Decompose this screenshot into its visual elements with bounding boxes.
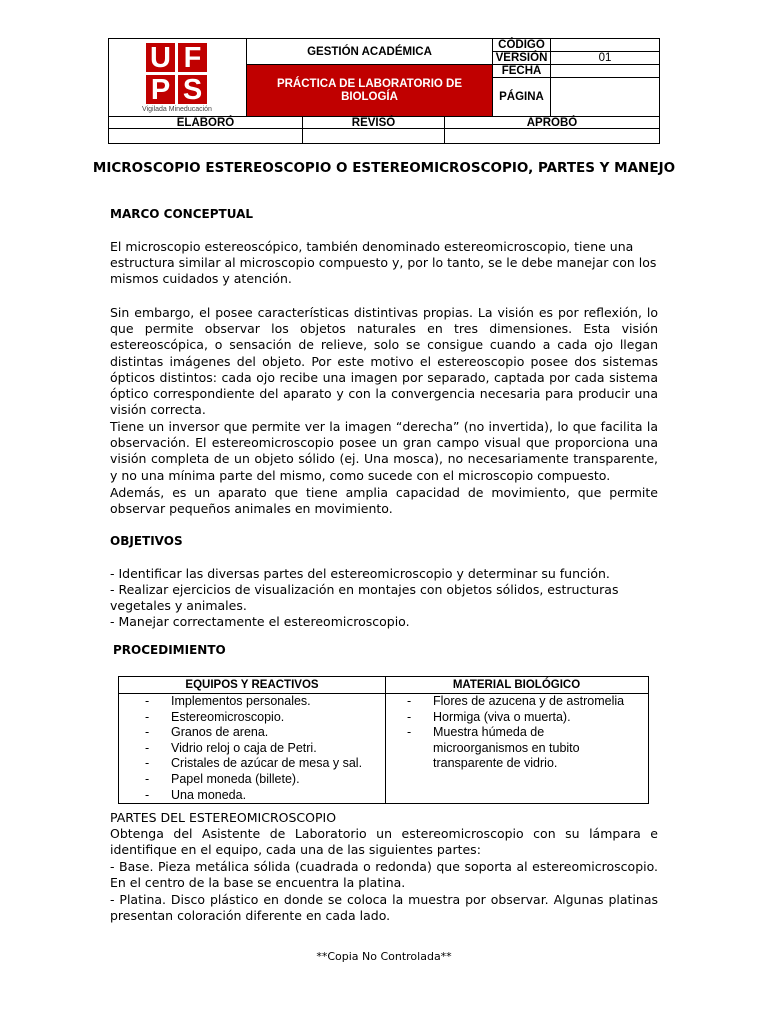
logo-letter-p: P (150, 74, 171, 106)
objetivos-heading: OBJETIVOS (110, 534, 183, 548)
elaboro-sign-cell (108, 128, 303, 144)
elaboro-label: ELABORÓ (176, 116, 235, 129)
list-item: - Hormiga (viva o muerta). (407, 709, 571, 724)
version-value: 01 (598, 52, 612, 64)
aprobo-sign-cell (444, 128, 660, 144)
objetivo-item: - Manejar correctamente el estereomicroscopio. (110, 614, 410, 629)
list-item: - Flores de azucena y de astromelia (407, 694, 625, 708)
equipos-header: EQUIPOS Y REACTIVOS (185, 679, 319, 691)
dept-label: GESTIÓN ACADÉMICA (307, 45, 432, 58)
marco-paragraph-2: Sin embargo, el posee características distintivas propias. La visión es por reflexión, lo que permite observar los objetos naturales en tres dimensiones. Esta visión estereoscópica, o sensación de relieve, solo se consigue cuando a cada ojo llegan distintas imágenes del objeto. Por este motivo el estereoscopio posee dos sistemas ópticos distintos: cada ojo recibe una imagen por separado, captada por cada sistema óptico correspondiente del aparato y con la convergencia necesaria para producir una visión correcta. (110, 305, 658, 418)
marco-heading: MARCO CONCEPTUAL (110, 207, 253, 221)
marco-paragraph-4: Además, es un aparato que tiene amplia capacidad de movimiento, que permite observar pequeños animales en movimiento. (110, 485, 658, 517)
aprobo-label: APROBÓ (526, 116, 578, 129)
marco-paragraph-3: Tiene un inversor que permite ver la imagen “derecha” (no invertida), lo que facilita la observación. El estereomicroscopio posee un gran campo visual que proporciona una visión completa de un objeto sólido (ej. Una mosca), no necesariamente transparente, y no una mínima parte del mismo, como sucede con el microscopio compuesto. (110, 419, 658, 483)
partes-platina: - Platina. Disco plástico en donde se coloca la muestra por observar. Algunas platinas presentan coloración diferente en cada lado. (110, 892, 658, 924)
list-item: - Vidrio reloj o caja de Petri. (145, 740, 317, 755)
list-item: - Granos de arena. (145, 725, 269, 740)
version-value-cell (550, 51, 660, 65)
equipos-list (145, 694, 381, 803)
fecha-value-cell (550, 64, 660, 78)
version-label: VERSIÓN (495, 52, 548, 64)
codigo-label: CÓDIGO (498, 39, 545, 51)
page-title: MICROSCOPIO ESTEREOSCOPIO O ESTEREOMICROSCOPIO, PARTES Y MANEJO (92, 160, 676, 176)
codigo-label-cell (492, 38, 551, 52)
pagina-label: PÁGINA (499, 91, 544, 103)
material-header: MATERIAL BIOLÓGICO (452, 679, 581, 691)
list-item: - Implementos personales. (145, 694, 311, 708)
footer-note: **Copia No Controlada** (316, 950, 452, 963)
ufps-logo (108, 38, 248, 116)
procedure-table (118, 676, 649, 804)
list-item: - Estereomicroscopio. (145, 709, 285, 724)
reviso-label: REVISÓ (351, 116, 396, 129)
procedimiento-heading: PROCEDIMIENTO (113, 643, 226, 657)
list-item: - Papel moneda (billete). (145, 771, 300, 786)
column-divider (385, 677, 386, 803)
logo-caption: Vigilada Mineducación (142, 106, 212, 113)
list-item: - Muestra húmeda de microorganismos en tubito transparente de vidrio. (407, 725, 580, 771)
objetivo-item: - Identificar las diversas partes del estereomicroscopio y determinar su función. (110, 566, 610, 581)
version-label-cell (492, 51, 551, 65)
doc-type-label: PRÁCTICA DE LABORATORIO DE BIOLOGÍA (276, 77, 463, 103)
logo-letter-u: U (150, 42, 171, 74)
ufps-logo-mark (108, 38, 248, 116)
list-item: - Cristales de azúcar de mesa y sal. (145, 756, 363, 771)
pagina-label-cell (492, 77, 551, 117)
logo-letter-s: S (182, 74, 203, 106)
partes-intro: Obtenga del Asistente de Laboratorio un estereomicroscopio con su lámpara e identifique en el equipo, cada una de las siguientes partes: (110, 826, 658, 858)
partes-heading: PARTES DEL ESTEREOMICROSCOPIO (110, 810, 337, 825)
codigo-value-cell (550, 38, 660, 52)
fecha-label: FECHA (501, 65, 542, 77)
marco-paragraph-1: El microscopio estereoscópico, también denominado estereomicroscopio, tiene una estructura similar al microscopio compuesto y, por lo tanto, se le debe manejar con los mismos cuidados y atención. (110, 239, 657, 287)
logo-letter-f: F (183, 42, 202, 74)
reviso-sign-cell (302, 128, 445, 144)
pagina-value-cell (550, 77, 660, 117)
material-list (407, 694, 647, 772)
doc-type-cell (246, 64, 493, 117)
dept-cell (246, 38, 493, 65)
list-item: - Una moneda. (145, 787, 247, 802)
partes-base: - Base. Pieza metálica sólida (cuadrada o redonda) que soporta al estereomicroscopio. En el centro de la base se encuentra la platina. (110, 859, 658, 891)
fecha-label-cell (492, 64, 551, 78)
objetivo-item: - Realizar ejercicios de visualización en montajes con objetos sólidos, estructuras vegetales y animales. (110, 582, 619, 614)
